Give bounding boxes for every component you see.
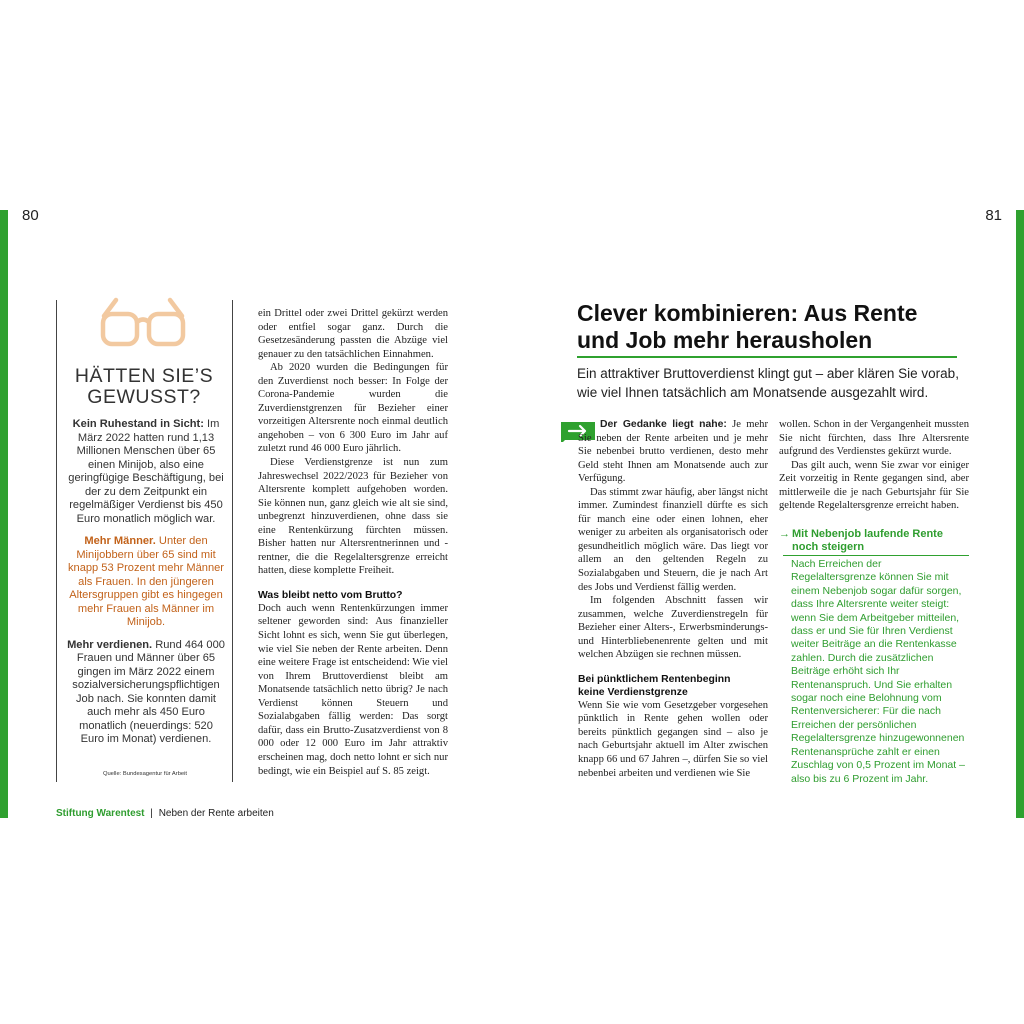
sidebar-para-3 — [66, 639, 226, 747]
sidebar-para-2-lead: Mehr Männer. — [84, 535, 156, 547]
page-title-line1: Clever kombinieren: Aus Rente — [577, 300, 918, 326]
tip-text: Nach Erreichen der Regelaltersgrenze können Sie mit einem Nebenjob sogar dafür sorgen, dass Ihre Altersrente weiter steigt: wenn Sie dem Arbeitgeber mitteilen, dass er und Sie für Ihren Verdienst weiter Beiträge an die Rentenkasse zahlen. Durch die zusätzlichen Beiträge erhöht sich Ihr Rentenanspruch. Und Sie erhalten sogar noch eine Belohnung vom Rentenversicherer: Für die nach Erreichen der persönlichen Regelaltersgrenze hinzugewonnenen Rentenansprüche zahlt er einen Zuschlag von 0,5 Prozent im Monat – also bis zu 6 Prozent im Jahr. — [791, 558, 965, 785]
sidebar-para-1 — [66, 418, 226, 526]
sidebar-para-3-text: Rund 464 000 Frauen und Männer über 65 gingen im März 2022 einem sozialversicherungspflichtigen Job nach. Sie konnten damit auch mehr als 450 Euro monatlich (neuerdings: 520 Euro im Monat) verdienen. — [72, 638, 225, 745]
sidebar-title-line2: GEWUSST? — [87, 386, 201, 408]
sidebar-divider — [232, 300, 233, 782]
page-number-right: 81 — [985, 207, 1002, 224]
footer-separator: | — [150, 808, 153, 819]
sidebar-para-1-text: Im März 2022 hatten rund 1,13 Millionen Menschen über 65 einen Minijob, also eine geringfügige Beschäftigung, bei der zu dem Zeitpunkt ein regelmäßiger Verdienst bis 450 Euro monatlich möglich war. — [68, 418, 224, 525]
left-para-3: Diese Verdienstgrenze ist nun zum Jahreswechsel 2022/2023 für Bezieher von Altersrente komplett aufgehoben worden. Sie können nun, ganz gleich wie alt sie sind, unbegrenzt hinzuverdienen, ohne dass sie eine Rentenkürzung fürchten müssen. Bisher hatten nur Altersrentnerinnen und -rentner, die die Regelaltersgrenze erreicht hatten, diese komplette Freiheit. — [258, 457, 448, 577]
tip-rule — [783, 555, 969, 556]
right-col1-para-1 — [578, 418, 768, 486]
sidebar-para-1-lead: Kein Ruhestand in Sicht: — [72, 418, 204, 430]
left-para-4: Doch auch wenn Rentenkürzungen immer seltener geworden sind: Aus finanzieller Sicht lohnt es sich, wenn Sie gut überlegen, wie viel Sie neben der Rente arbeiten. Denn eine weitere Frage ist entscheidend: Wie viel von Ihrem Bruttoverdienst bleibt am Monatsende tatsächlich netto übrig? Je nach Verdienst können Steuern und Sozialabgaben fällig werden: Das sorgt dafür, dass ein Brutto-Zusatzverdienst von 8 000 oder 12 000 Euro im Jahr attraktiv erscheinen mag, doch netto lohnt er sich nur bedingt, wie ein Beispiel auf S. 85 zeigt. — [258, 602, 448, 777]
right-col1-para-2: Das stimmt zwar häufig, aber längst nicht immer. Zumindest finanziell dürfte es sich für manch eine oder einen lohnen, eher weniger zu arbeiten als organisatorisch oder gesundheitlich möglich wäre. Das liegt vor allem an den geltenden Regeln zu Sozialabgaben und Steuern, die je nach Art des Jobs und Verdienst fällig werden. — [578, 486, 768, 593]
footer-brand: Stiftung Warentest — [56, 808, 145, 819]
sidebar-para-3-lead: Mehr verdienen. — [67, 638, 153, 651]
footer-title: Neben der Rente arbeiten — [158, 808, 274, 819]
left-para-2: Ab 2020 wurden die Bedingungen für den Zuverdienst noch besser: In Folge der Corona-Pandemie wurden die Zuverdienstgrenzen für Bezieher einer vorzeitigen Altersrente noch einmal deutlich angehoben – von 6 300 Euro im Jahr auf zuletzt rund 46 000 Euro jährlich. — [258, 362, 448, 455]
sidebar-title — [62, 366, 226, 408]
right-col2-para-2: Das gilt auch, wenn Sie zwar vor einiger Zeit vorzeitig in Rente gegangen sind, aber mittlerweile die je nach Geburtsjahr für Sie geltende Regelaltersgrenze erreicht haben. — [779, 459, 969, 512]
right-col1-subheading-line2: keine Verdienstgrenze — [578, 686, 688, 698]
right-col1-para-1-text: Je mehr Sie neben der Rente arbeiten und je mehr Sie nebenbei brutto verdienen, desto mehr Geld steht Ihnen am Monatsende auch zur Verfügung. — [578, 419, 768, 485]
sidebar-source: Quelle: Bundesagentur für Arbeit — [102, 771, 188, 777]
right-col1-para-1-lead: Der Gedanke liegt nahe: — [600, 419, 727, 430]
right-column-1 — [578, 418, 768, 780]
page-title-line2: und Job mehr herausholen — [577, 327, 873, 353]
sidebar-border — [56, 300, 57, 782]
tip-box — [779, 528, 969, 786]
page-title — [577, 300, 977, 354]
footer — [56, 808, 274, 819]
intro-text: Ein attraktiver Bruttoverdienst klingt gut – aber klären Sie vorab, wie viel Ihnen tatsächlich am Monatsende ausgezahlt wird. — [577, 366, 959, 400]
sidebar-title-line1: HÄTTEN SIE’S — [74, 365, 214, 387]
headline-rule — [577, 356, 957, 358]
tip-title — [792, 528, 943, 554]
right-margin-bar — [1016, 210, 1024, 818]
sidebar-para-2 — [66, 535, 226, 630]
sidebar-para-2-text: Unter den Minijobbern über 65 sind mit knapp 53 Prozent mehr Männer als Frauen. In den jüngeren Altersgruppen gibt es hingegen mehr Frauen als Männer im Minijob. — [67, 535, 225, 628]
glasses-icon — [98, 292, 188, 352]
right-col1-para-4: Wenn Sie wie vom Gesetzgeber vorgesehen pünktlich in Rente gehen wollen oder bereits pünktlich gegangen sind – also je nach Geburtsjahr aktuell im Alter zwischen knapp 66 und 67 Jahren –, dürfen Sie so viel nebenbei arbeiten und verdienen wie Sie — [578, 699, 768, 779]
left-margin-bar — [0, 210, 8, 818]
right-col2-para-1: wollen. Schon in der Vergangenheit mussten Sie nicht fürchten, dass Ihre Altersrente aufgrund des Verdienstes gekürzt wurde. — [779, 419, 969, 458]
right-col1-subheading — [578, 673, 768, 699]
tip-arrow-icon: → — [779, 528, 790, 540]
left-para-1: ein Drittel oder zwei Drittel gekürzt werden oder entfiel sogar ganz. Durch die Gesetzesänderung passten die Abzüge viel genauer zu den tatsächlichen Einnahmen. — [258, 308, 448, 360]
sidebar-body — [66, 418, 226, 756]
left-subheading: Was bleibt netto vom Brutto? — [258, 589, 403, 601]
left-main-column — [258, 307, 448, 778]
right-col1-subheading-line1: Bei pünktlichem Rentenbeginn — [578, 673, 731, 685]
tip-title-line1: Mit Nebenjob laufende Rente — [792, 528, 943, 540]
tip-heading — [779, 528, 969, 554]
right-column-2 — [779, 418, 969, 513]
right-col1-para-3: Im folgenden Abschnitt fassen wir zusammen, welche Zuverdienstregeln für Bezieher einer Alters-, Erwerbsminderungs- und Hinterbliebenenrente gelten und mit welchen Abzügen sie rechnen müssen. — [578, 595, 768, 661]
page-number-left: 80 — [22, 207, 39, 224]
tip-title-line2: noch steigern — [792, 541, 865, 553]
